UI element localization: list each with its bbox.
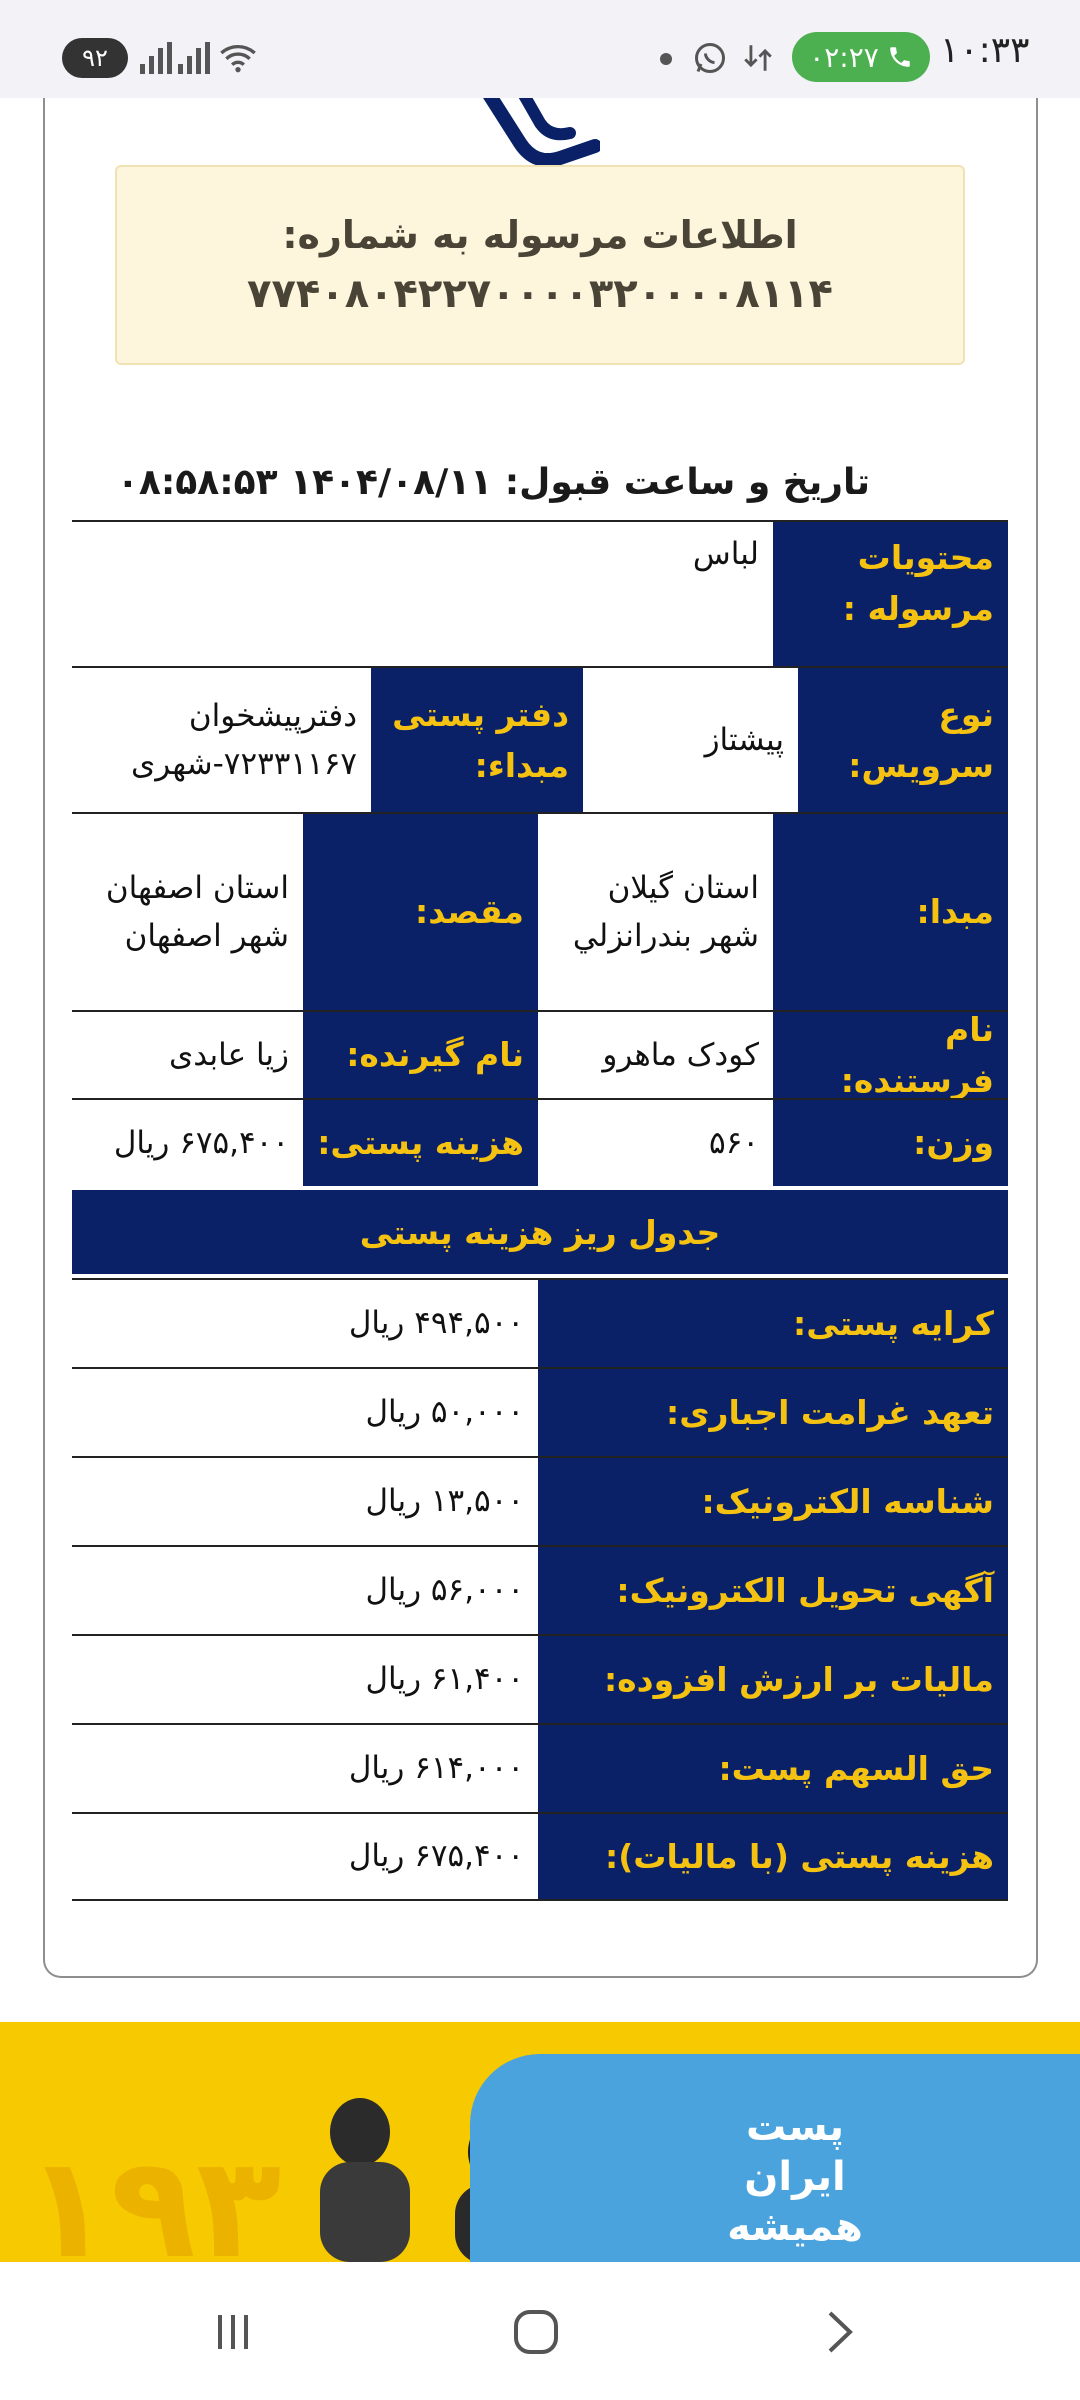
banner-slogan — [680, 2102, 910, 2252]
table-row — [72, 1812, 1008, 1901]
cost-value: ۵۶,۰۰۰ ریال — [72, 1547, 538, 1634]
cost-label: شناسه الکترونیک: — [538, 1458, 1008, 1545]
receiver-label: نام گیرنده: — [303, 1012, 538, 1098]
cost-value: ۵۰,۰۰۰ ریال — [72, 1369, 538, 1456]
notification-dot-icon — [660, 53, 672, 65]
home-icon — [508, 2304, 564, 2360]
weight-label: وزن: — [773, 1100, 1008, 1186]
tracking-number: ۷۷۴۰۸۰۴۲۲۷۰۰۰۰۳۲۰۰۰۰۸۱۱۴ — [247, 271, 833, 317]
cost-label: مالیات بر ارزش افزوده: — [538, 1636, 1008, 1723]
origin-office-label: دفتر پستی مبداء: — [371, 668, 583, 812]
table-row — [72, 1010, 1008, 1098]
weight-value: ۵۶۰ — [538, 1100, 773, 1186]
back-button[interactable] — [800, 2292, 880, 2372]
recents-icon — [208, 2307, 258, 2357]
data-icon — [738, 38, 778, 78]
system-nav-bar — [0, 2262, 1080, 2400]
table-row — [72, 1545, 1008, 1634]
origin-value: استان گیلان شهر بندرانزلي — [538, 814, 773, 1010]
accept-datetime: تاریخ و ساعت قبول: ۱۴۰۴/۰۸/۱۱ ۰۸:۵۸:۵۳ — [116, 462, 870, 503]
ongoing-call-pill[interactable] — [792, 32, 930, 82]
cost-value: ۶۱,۴۰۰ ریال — [72, 1636, 538, 1723]
origin-office-value: دفترپیشخوان ۷۲۳۳۱۱۶۷-شهری — [72, 668, 371, 812]
cost-label: کرایه پستی: — [538, 1280, 1008, 1367]
banner-line: همیشه — [727, 2204, 863, 2250]
wifi-icon — [218, 38, 258, 78]
battery-indicator: ۹۲ — [62, 38, 128, 78]
service-label: نوع سرویس: — [798, 668, 1008, 812]
shipment-info-box — [115, 165, 965, 365]
promo-banner[interactable] — [0, 2022, 1080, 2262]
destination-label: مقصد: — [303, 814, 538, 1010]
cost-value: ۴۹۴,۵۰۰ ریال — [72, 1280, 538, 1367]
call-timer: ۰۲:۲۷ — [809, 40, 879, 74]
sender-value: کودک ماهرو — [538, 1012, 773, 1098]
table-row — [72, 1456, 1008, 1545]
destination-value: استان اصفهان شهر اصفهان — [72, 814, 303, 1010]
post-logo-icon — [480, 98, 600, 168]
cost-label: آگهی تحویل الکترونیک: — [538, 1547, 1008, 1634]
phone-icon — [887, 44, 913, 70]
origin-label: مبدا: — [773, 814, 1008, 1010]
receiver-value: زیا عابدی — [72, 1012, 303, 1098]
postal-cost-value: ۶۷۵,۴۰۰ ریال — [72, 1100, 303, 1186]
cost-value: ۱۳,۵۰۰ ریال — [72, 1458, 538, 1545]
table-row — [72, 666, 1008, 812]
table-row — [72, 812, 1008, 1010]
postal-cost-label: هزینه پستی: — [303, 1100, 538, 1186]
cost-value: ۶۱۴,۰۰۰ ریال — [72, 1725, 538, 1812]
status-bar — [0, 0, 1080, 98]
cost-label: تعهد غرامت اجباری: — [538, 1369, 1008, 1456]
table-row — [72, 520, 1008, 666]
whatsapp-icon — [690, 38, 730, 78]
contents-label: محتویات مرسوله : — [773, 522, 1008, 666]
cost-label: هزینه پستی (با مالیات): — [538, 1814, 1008, 1899]
table-row — [72, 1634, 1008, 1723]
cost-breakdown-title: جدول ریز هزینه پستی — [72, 1190, 1008, 1274]
sender-label: نام فرستنده: — [773, 1012, 1008, 1098]
signal-icon-sim2 — [140, 40, 172, 74]
banner-number: ۱۹۳ — [25, 2127, 282, 2262]
signal-icon — [178, 40, 210, 74]
table-row — [72, 1367, 1008, 1456]
cost-value: ۶۷۵,۴۰۰ ریال — [72, 1814, 538, 1899]
home-button[interactable] — [496, 2292, 576, 2372]
recents-button[interactable] — [193, 2292, 273, 2372]
table-row — [72, 1098, 1008, 1186]
contents-value: لباس — [72, 522, 773, 666]
cost-label: حق السهم پست: — [538, 1725, 1008, 1812]
banner-line: پست — [745, 2104, 845, 2150]
clock: ۱۰:۳۳ — [940, 30, 1030, 71]
shipment-heading: اطلاعات مرسوله به شماره: — [282, 213, 798, 257]
banner-line: ایران — [744, 2154, 846, 2200]
back-icon — [818, 2307, 862, 2357]
table-row — [72, 1723, 1008, 1812]
table-row — [72, 1278, 1008, 1367]
service-value: پیشتاز — [583, 668, 798, 812]
